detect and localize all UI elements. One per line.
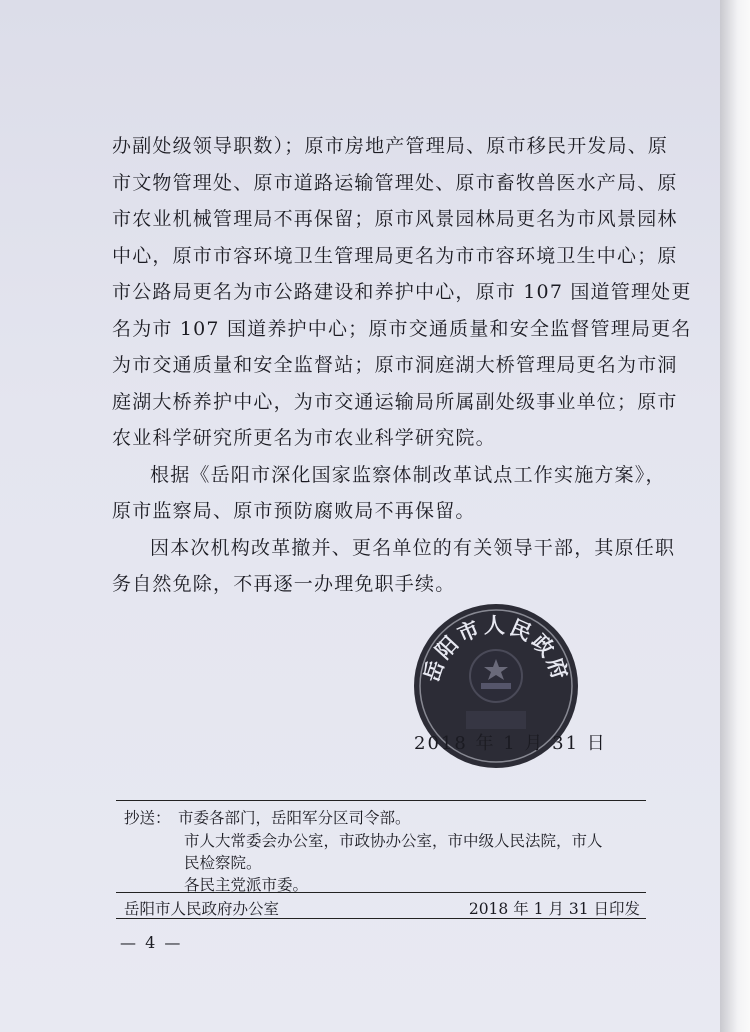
paragraph-3-line: 务自然免除，不再逐一办理免职手续。 [112, 573, 456, 595]
paragraph-3-line: 因本次机构改革撤并、更名单位的有关领导干部，其原任职 [150, 536, 676, 559]
paragraph-2-line: 原市监察局、原市预防腐败局不再保留。 [112, 500, 476, 522]
printed-date: 2018 年 1 月 31 日印发 [468, 900, 640, 918]
body-line: 庭湖大桥养护中心，为市交通运输局所属副处级事业单位；原市 [112, 390, 678, 413]
cc-block [116, 800, 646, 922]
body-line: 市公路局更名为市公路建设和养护中心，原市 107 国道管理处更 [112, 281, 692, 303]
divider [116, 892, 646, 893]
seal-text: 岳阳市人民政府 [419, 613, 573, 686]
cc-recipients-line: 民检察院。 [184, 854, 262, 872]
body-line: 中心，原市市容环境卫生管理局更名为市市容环境卫生中心；原 [112, 244, 678, 267]
document-body [112, 128, 692, 603]
cc-recipients-line: 市委各部门，岳阳军分区司令部。 [178, 809, 411, 827]
page-number: — 4 — [120, 933, 183, 952]
body-line: 为市交通质量和安全监督站；原市洞庭湖大桥管理局更名为市洞 [112, 354, 678, 376]
body-line: 市文物管理处、原市道路运输管理处、原市畜牧兽医水产局、原 [112, 171, 678, 194]
body-line: 办副处级领导职数）；原市房地产管理局、原市移民开发局、原 [112, 135, 669, 157]
divider [116, 918, 646, 919]
national-emblem-icon [470, 650, 522, 702]
cc-recipients-line: 各民主党派市委。 [184, 876, 309, 894]
paragraph-2-line: 根据《岳阳市深化国家监察体制改革试点工作实施方案》， [150, 463, 666, 486]
cc-label: 抄送： [124, 809, 171, 827]
cc-recipients-line: 市人大常委会办公室，市政协办公室，市中级人民法院，市人 [184, 832, 603, 850]
issuer-name: 岳阳市人民政府办公室 [124, 900, 280, 918]
body-line: 名为市 107 国道养护中心；原市交通质量和安全监督管理局更名 [112, 317, 692, 340]
divider [116, 800, 646, 801]
page-edge [720, 0, 750, 1032]
signature-date: 2018 年 1 月 31 日 [414, 733, 607, 754]
body-line: 农业科学研究所更名为市农业科学研究院。 [112, 427, 496, 449]
body-line: 市农业机械管理局不再保留；原市风景园林局更名为市风景园林 [112, 208, 678, 230]
